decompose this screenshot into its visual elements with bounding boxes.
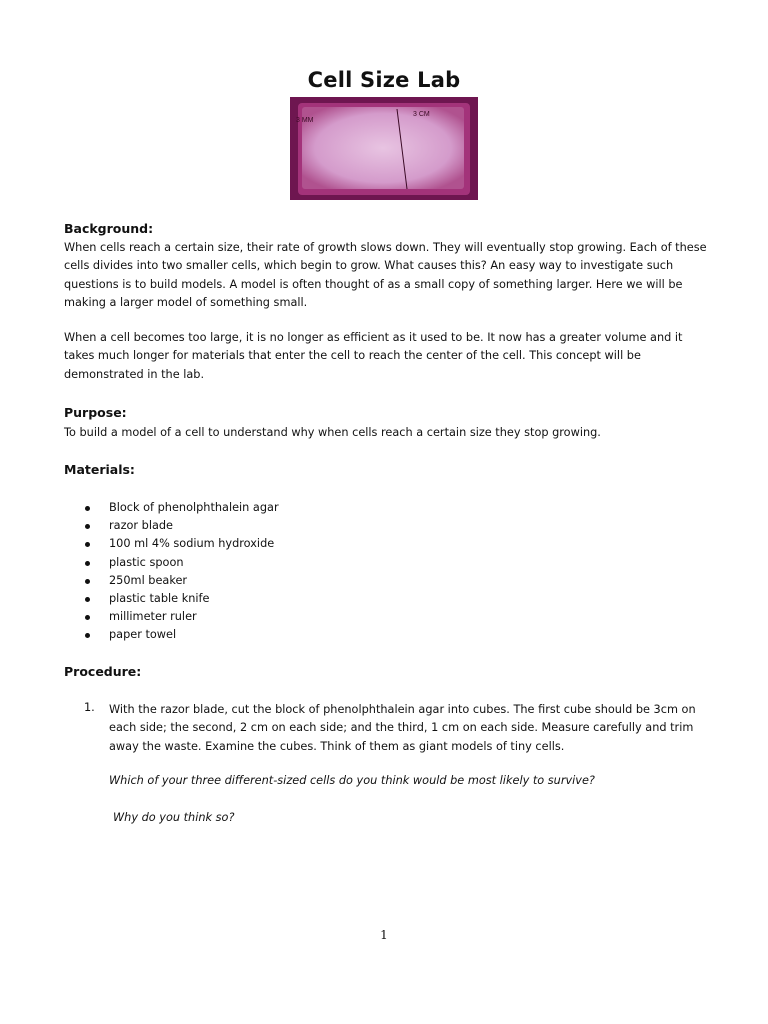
procedure-heading: Procedure: [64, 664, 142, 679]
materials-heading: Materials: [64, 462, 135, 477]
agar-block-image [290, 97, 478, 200]
page-number: 1 [380, 928, 388, 942]
photo-label-left: 3 MM [296, 117, 314, 124]
list-item: millimeter ruler [82, 608, 279, 626]
background-paragraph-1: When cells reach a certain size, their rate of growth slows down. They will eventually stop growing. Each of these cells divides into two smaller cells, which begin to grow. What causes this? An easy way to investigate such questions is to build models. A model is often thought of as a small copy of something larger. Here we will be making a larger model of something small. [64, 241, 707, 309]
purpose-text: To build a model of a cell to understand why when cells reach a certain size they stop growing. [64, 426, 601, 439]
list-item: plastic spoon [82, 554, 279, 572]
bullet-icon [85, 542, 90, 547]
bullet-icon [85, 506, 90, 511]
list-item: Block of phenolphthalein agar [82, 499, 279, 517]
background-heading: Background: [64, 221, 154, 236]
list-item: 250ml beaker [82, 572, 279, 590]
bullet-icon [85, 524, 90, 529]
materials-list [82, 499, 279, 645]
list-item: razor blade [82, 517, 279, 535]
bullet-icon [85, 633, 90, 638]
procedure-question-2: Why do you think so? [113, 811, 235, 824]
procedure-step-number: 1. [84, 701, 95, 714]
procedure-step-text: With the razor blade, cut the block of phenolphthalein agar into cubes. The first cube should be 3cm on each side; the second, 2 cm on each side; and the third, 1 cm on each side. Measure carefully and trim away the waste. Examine the cubes. Think of them as giant models of tiny cells. [109, 703, 696, 753]
agar-block-photo [290, 97, 478, 200]
background-paragraph-2: When a cell becomes too large, it is no longer as efficient as it used to be. It now has a greater volume and it takes much longer for materials that enter the cell to reach the center of the cell. This concept will be demonstrated in the lab. [64, 331, 683, 381]
bullet-icon [85, 597, 90, 602]
list-item: plastic table knife [82, 590, 279, 608]
photo-label-right: 3 CM [413, 111, 430, 118]
bullet-icon [85, 561, 90, 566]
procedure-question-1: Which of your three different-sized cells do you think would be most likely to survive? [109, 774, 595, 787]
bullet-icon [85, 615, 90, 620]
page-title: Cell Size Lab [307, 68, 461, 92]
purpose-heading: Purpose: [64, 405, 127, 420]
list-item: 100 ml 4% sodium hydroxide [82, 535, 279, 553]
bullet-icon [85, 579, 90, 584]
list-item: paper towel [82, 626, 279, 644]
